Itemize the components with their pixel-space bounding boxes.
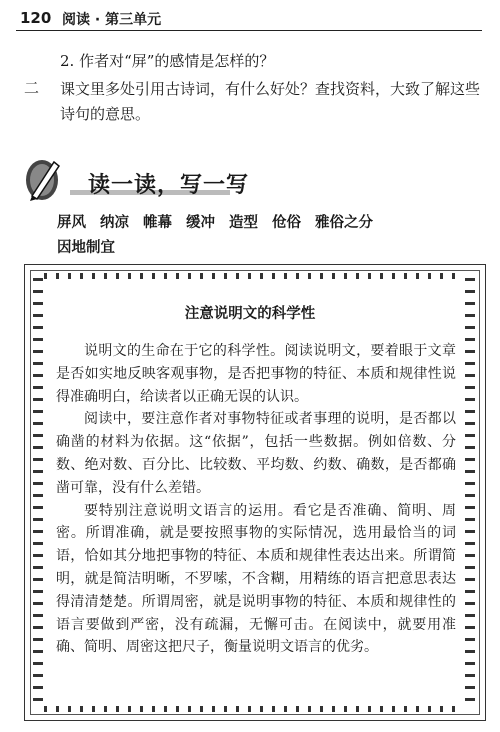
vocab-item: 造型 (229, 215, 258, 231)
decorative-border-top (44, 273, 464, 279)
vocabulary-list (57, 211, 467, 261)
exercise-text: 课文里多处引用古诗词，有什么好处？查找资料，大致了解这些诗句的意思。 (60, 80, 481, 123)
vocab-item: 帷幕 (143, 215, 172, 231)
vocab-item: 雅俗之分 (315, 215, 373, 231)
page-number: 120 (20, 9, 52, 27)
vocab-item: 因地制宜 (57, 240, 115, 256)
page-header (0, 0, 500, 34)
section-title: 读一读，写一写 (88, 173, 250, 198)
pen-icon (24, 156, 64, 202)
paragraph: 阅读中，要注意作者对事物特征或者事理的说明，是否都以确凿的材料为依据。这“依据”，包括一些数据。例如倍数、分数、绝对数、百分比、比较数、平均数、约数、确数，是否都确凿可靠，没有什么差错。 (56, 411, 456, 496)
decorative-border-right (465, 278, 475, 703)
paragraph: 说明文的生命在于它的科学性。阅读说明文，要着眼于文章是否如实地反映客观事物，是否把事物的特征、本质和规律性说得准确明白，给读者以正确无误的认识。 (56, 343, 456, 405)
vocab-item: 缓冲 (186, 215, 215, 231)
decorative-border-left (33, 278, 43, 703)
paragraph: 要特别注意说明文语言的运用。看它是否准确、简明、周密。所谓准确，就是要按照事物的实际情况，选用最恰当的词语，恰如其分地把事物的特征、本质和规律性表达出来。所谓简明，就是简洁明晰，不罗嗦，不含糊，用精练的语言把意思表达得清清楚楚。所谓周密，就是说明事物的特征、本质和规律性的语言要做到严密，没有疏漏，无懈可击。在阅读中，就要用准确、简明、周密这把尺子，衡量说明文语言的优劣。 (56, 502, 456, 656)
header-rule (16, 30, 482, 31)
question-2: 2. 作者对“屏”的感情是怎样的？ (60, 52, 275, 70)
vocab-item: 纳凉 (100, 215, 129, 231)
info-box-body (56, 340, 456, 659)
vocab-item: 屏风 (57, 215, 86, 231)
exercise-marker: 二 (24, 79, 40, 97)
running-title: 阅读 · 第三单元 (62, 12, 162, 28)
info-box-title: 注意说明文的科学性 (184, 306, 316, 322)
decorative-border-bottom (44, 706, 464, 712)
vocab-item: 伧俗 (272, 215, 301, 231)
